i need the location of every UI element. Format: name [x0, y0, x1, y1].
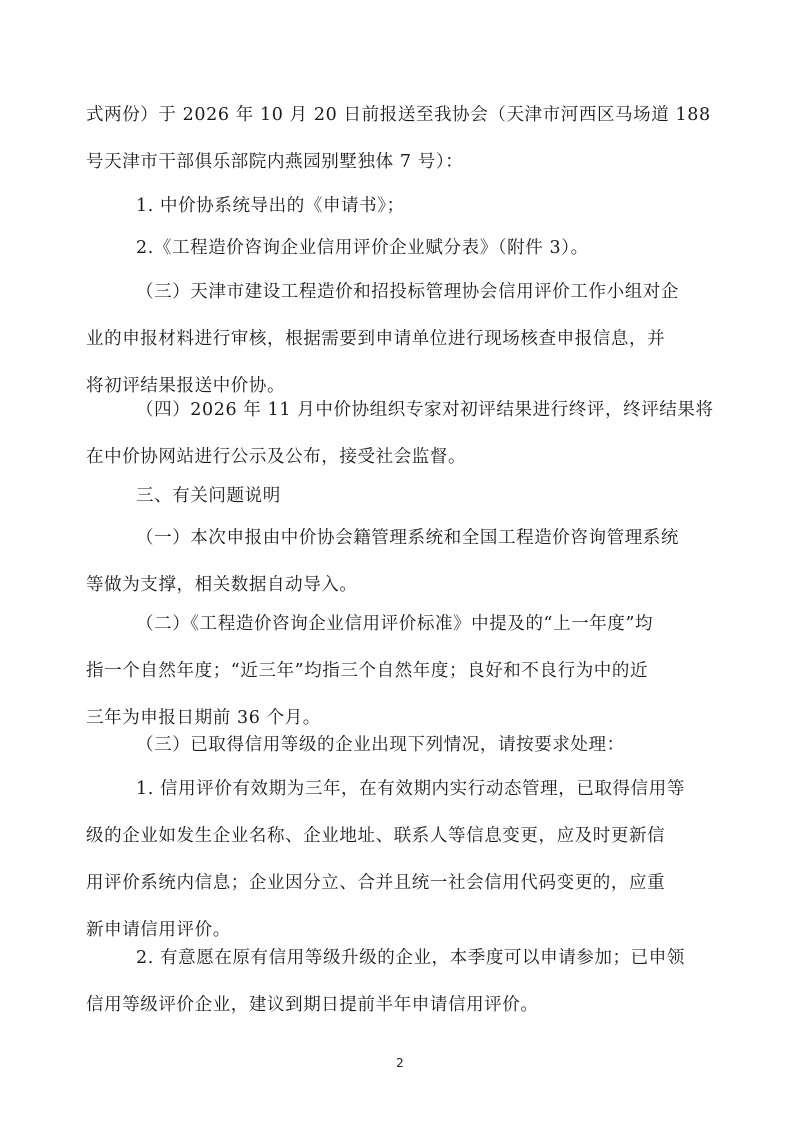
- paragraph-item-score-sheet: [86, 225, 718, 272]
- text-line: 新申请信用评价。: [86, 920, 231, 940]
- text-line: （三）天津市建设工程造价和招投标管理协会信用评价工作小组对企: [136, 282, 679, 302]
- text-line: 等做为支撑，相关数据自动导入。: [86, 575, 358, 595]
- paragraph-submission-address: [86, 92, 718, 186]
- text-line: 三年为申报日期前 36 个月。: [86, 708, 321, 728]
- text-line: （四）2026 年 11 月中价协组织专家对初评结果进行终评，终评结果将: [136, 400, 714, 420]
- text-line: 在中价协网站进行公示及公布，接受社会监督。: [86, 447, 467, 467]
- text-line: 1. 信用评价有效期为三年，在有效期内实行动态管理，已取得信用等: [136, 779, 685, 799]
- text-line: 信用等级评价企业，建议到期日提前半年申请信用评价。: [86, 995, 539, 1015]
- paragraph-validity-period: [86, 766, 718, 954]
- paragraph-system-support: [86, 515, 718, 609]
- paragraph-existing-grade-handling: [86, 722, 718, 769]
- paragraph-upgrade-application: [86, 935, 718, 1029]
- text-line: 2. 有意愿在原有信用等级升级的企业，本季度可以申请参加；已申领: [136, 948, 685, 968]
- text-line: 式两份）于 2026 年 10 月 20 日前报送至我协会（天津市河西区马场道 188: [86, 105, 711, 125]
- text-line: 级的企业如发生企业名称、企业地址、联系人等信息变更，应及时更新信: [86, 826, 666, 846]
- paragraph-item-application-form: [86, 183, 718, 230]
- page-number: 2: [396, 1056, 404, 1070]
- text-line: 2.《工程造价咨询企业信用评价企业赋分表》（附件 3）。: [136, 238, 589, 258]
- text-line: （二）《工程造价咨询企业信用评价标准》中提及的“上一年度”均: [136, 614, 654, 634]
- text-line: 号天津市干部俱乐部院内燕园别墅独体 7 号）：: [86, 152, 464, 172]
- paragraph-final-evaluation: [86, 387, 718, 481]
- text-line: （三）已取得信用等级的企业出现下列情况，请按要求处理：: [136, 735, 625, 755]
- text-line: 将初评结果报送中价协。: [86, 376, 286, 396]
- text-line: 用评价系统内信息；企业因分立、合并且统一社会信用代码变更的，应重: [86, 873, 666, 893]
- text-line: 三、有关问题说明: [136, 486, 281, 506]
- text-line: 指一个自然年度；“近三年”均指三个自然年度；良好和不良行为中的近: [86, 661, 649, 681]
- text-line: 业的申报材料进行审核，根据需要到申请单位进行现场核查申报信息，并: [86, 329, 666, 349]
- text-line: （一）本次申报由中价协会籍管理系统和全国工程造价咨询管理系统: [136, 528, 679, 548]
- section-heading-notes: [86, 473, 718, 520]
- paragraph-year-definitions: [86, 601, 718, 742]
- text-line: 1. 中价协系统导出的《申请书》；: [136, 196, 405, 216]
